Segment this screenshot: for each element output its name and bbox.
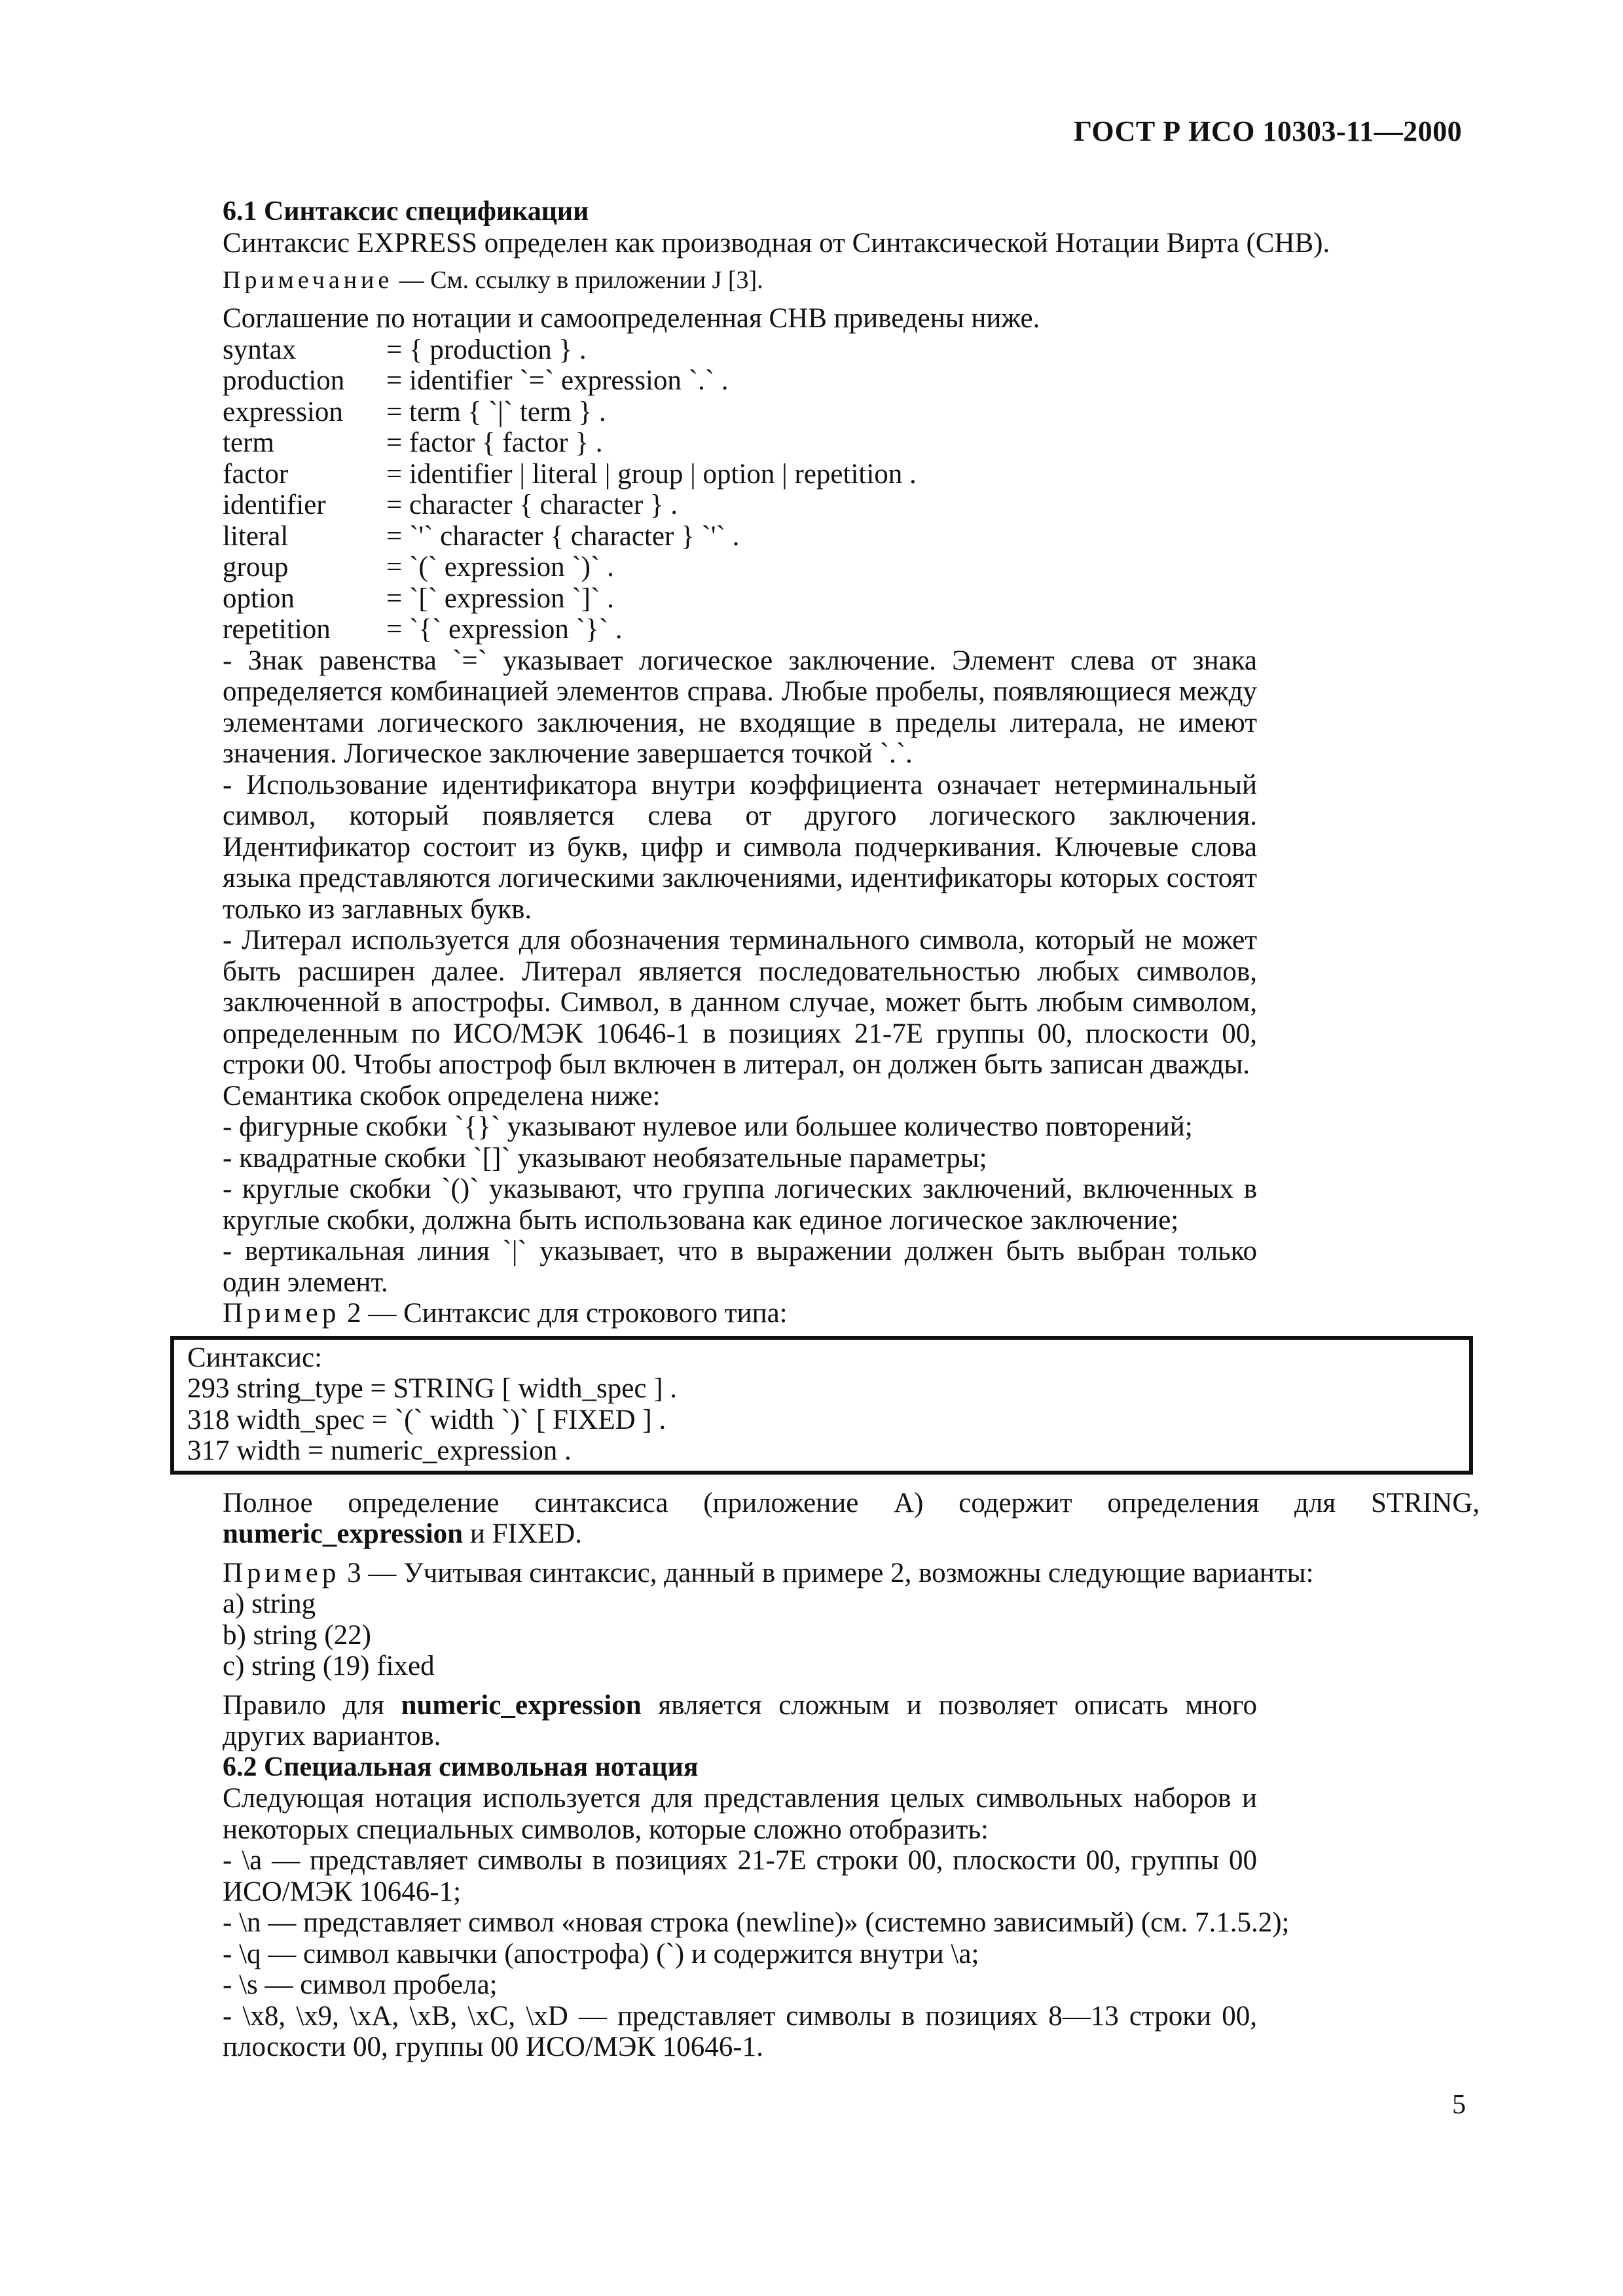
example-3 (223, 1558, 1480, 1589)
notation-item: - \a — представляет символы в позициях 21-7E строки 00, плоскости 00, группы 00 ИСО/МЭК 10646-1; (223, 1845, 1257, 1907)
notation-item: - \s — символ пробела; (223, 1969, 498, 2000)
syntax-rule (223, 365, 1480, 397)
syntax-rules-list (223, 334, 1480, 645)
rule-def: = { production } . (386, 334, 587, 365)
rule-name: identifier (223, 490, 326, 520)
paragraph-identifier: - Использование идентификатора внутри коэффициента означает нетерминальный символ, который появляется слева от другого логического заключения. Идентификатор состоит из букв, цифр и символа подчеркивания. Ключевые слова языка представляются логическими заключениями, идентификаторы которых состоят только из заглавных букв. (223, 769, 1257, 925)
syntax-rule (223, 583, 1480, 615)
syntax-rule (223, 614, 1480, 645)
rule-name: expression (223, 396, 343, 427)
notation-item: - \n — представляет символ «новая строка (newline)» (системно зависимый) (см. 7.1.5.2); (223, 1907, 1290, 1938)
syntax-rule (223, 427, 1480, 459)
rule-def: = `(` expression `)` . (386, 552, 614, 583)
rule-text-start: Правило для (223, 1689, 401, 1721)
bracket-item: - вертикальная линия `|` указывает, что в выражении должен быть выбран только один элемент. (223, 1236, 1257, 1298)
bracket-item: - фигурные скобки `{}` указывают нулевое или большее количество повторений; (223, 1111, 1193, 1142)
example-2-text: 2 — Синтаксис для строкового типа: (340, 1298, 788, 1329)
paragraph-equals: - Знак равенства `=` указывает логическое заключение. Элемент слева от знака определяется комбинацией элементов справа. Любые пробелы, появляющиеся между элементами логического заключения, не входящие в пределы литерала, не имеют значения. Логическое заключение завершается точкой `.`. (223, 645, 1257, 769)
page-number: 5 (1452, 2090, 1466, 2120)
note (223, 264, 1480, 296)
example-3-item: b) string (22) (223, 1619, 371, 1651)
note-label: Примечание (223, 266, 393, 294)
page-content (187, 196, 1480, 2063)
full-definition-line-1: Полное определение синтаксиса (приложение А) содержит определения для STRING, (223, 1487, 1480, 1518)
code-line: Синтаксис: (187, 1342, 323, 1373)
rule-paragraph (0, 1690, 1257, 1752)
code-line: 318 width_spec = `(` width `)` [ FIXED ] . (187, 1404, 666, 1435)
rule-name: term (223, 427, 274, 458)
code-line: 317 width = numeric_expression . (187, 1435, 572, 1466)
full-definition-tail: и FIXED. (463, 1518, 582, 1549)
numeric-expression-term: numeric_expression (223, 1518, 464, 1549)
paragraph-literal: - Литерал используется для обозначения терминального символа, который не может быть расширен далее. Литерал является последовательностью любых символов, заключенной в апострофы. Символ, в данном случае, может быть любым символом, определенным по ИСО/МЭК 10646-1 в позициях 21-7E группы 00, плоскости 00, строки 00. Чтобы апостроф был включен в литерал, он должен быть записан дважды. (223, 925, 1257, 1080)
example-3-label: Пример (223, 1557, 340, 1588)
rule-def: = identifier `=` expression `.` . (386, 365, 729, 396)
spacer (223, 1682, 1480, 1690)
rule-name: option (223, 583, 295, 614)
intro-paragraph: Синтаксис EXPRESS определен как производная от Синтаксической Нотации Вирта (СНВ). (223, 227, 1330, 259)
note-text: — См. ссылку в приложении J [3]. (393, 266, 763, 294)
example-3-item: a) string (223, 1588, 316, 1619)
brackets-intro: Семантика скобок определена ниже: (223, 1080, 661, 1111)
rule-def: = `[` expression `]` . (386, 583, 614, 614)
rule-name: literal (223, 520, 289, 552)
example-3-item: c) string (19) fixed (223, 1651, 435, 1681)
example-2 (223, 1298, 1480, 1329)
example-2-syntax-box (170, 1336, 1473, 1475)
syntax-rule (223, 397, 1480, 428)
section-heading-6-2: 6.2 Специальная символьная нотация (223, 1751, 699, 1782)
syntax-rule (223, 334, 1480, 366)
notation-item: - \q — символ кавычки (апострофа) (`) и содержится внутри \a; (223, 1938, 979, 1969)
code-line: 293 string_type = STRING [ width_spec ] . (187, 1373, 678, 1404)
rule-name: syntax (223, 334, 297, 365)
full-definition-line-2 (223, 1518, 1480, 1550)
bracket-item: - круглые скобки `()` указывают, что группа логических заключений, включенных в круглые скобки, должна быть использована как единое логическое заключение; (223, 1174, 1257, 1236)
syntax-rule (223, 490, 1480, 521)
spacer (223, 1550, 1480, 1558)
example-2-label: Пример (223, 1298, 340, 1329)
example-3-text: 3 — Учитывая синтаксис, данный в примере 2, возможны следующие варианты: (340, 1557, 1314, 1588)
document-code: ГОСТ Р ИСО 10303-11—2000 (1074, 115, 1463, 147)
rule-def: = term { `|` term } . (386, 396, 606, 427)
section-2-intro: Следующая нотация используется для представления целых символьных наборов и некоторых специальных символов, которые сложно отобразить: (223, 1783, 1257, 1845)
rule-def: = character { character } . (386, 490, 678, 520)
rule-name: repetition (223, 614, 331, 645)
syntax-rule (223, 552, 1480, 583)
rule-name: group (223, 552, 289, 583)
numeric-expression-term: numeric_expression (401, 1689, 642, 1721)
syntax-rule (223, 459, 1480, 490)
bracket-item: - квадратные скобки `[]` указывают необязательные параметры; (223, 1142, 987, 1174)
rule-def: = `'` character { character } `'` . (386, 520, 740, 552)
rule-name: factor (223, 458, 289, 490)
rule-def: = identifier | literal | group | option | repetition . (386, 458, 917, 490)
rule-text-end: является сложным и позволяет описать много других вариантов. (223, 1689, 1257, 1751)
notation-item: - \x8, \x9, \xA, \xB, \xC, \xD — представляет символы в позициях 8—13 строки 00, плоскости 00, группы 00 ИСО/МЭК 10646-1. (223, 2000, 1257, 2062)
agreement-paragraph: Соглашение по нотации и самоопределенная СНВ приведены ниже. (223, 303, 1040, 334)
rule-name: production (223, 365, 345, 396)
section-heading-6-1: 6.1 Синтаксис спецификации (223, 196, 589, 226)
syntax-rule (223, 521, 1480, 552)
rule-def: = `{` expression `}` . (386, 614, 623, 645)
rule-def: = factor { factor } . (386, 427, 603, 458)
